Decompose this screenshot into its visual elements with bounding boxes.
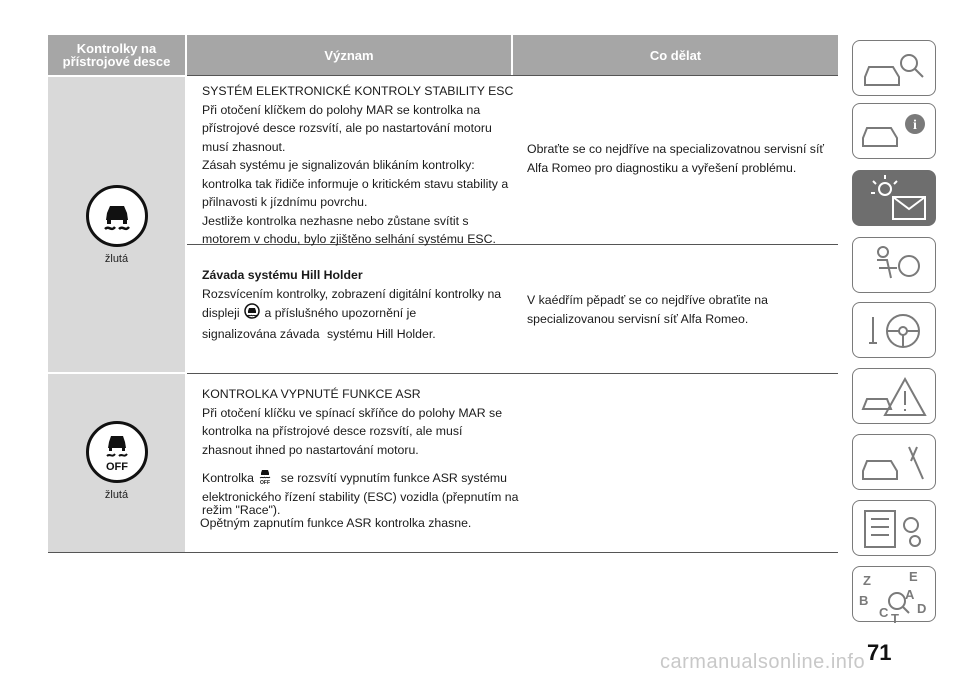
index-letter: E xyxy=(909,569,918,584)
page-number: 71 xyxy=(867,640,892,665)
asr-off-inline-text: OFF xyxy=(260,480,271,485)
tab-warning-triangle[interactable] xyxy=(852,368,936,424)
esc-meaning-line: Jestliže kontrolka nezhasne nebo zůstane svítit s xyxy=(202,213,469,228)
esc-meaning-text xyxy=(202,82,522,249)
asr-meaning-text xyxy=(202,385,532,530)
asr-meaning-line: Opětným zapnutím funkce ASR kontrolka zhasne. xyxy=(200,515,472,530)
tab-car-info[interactable] xyxy=(852,103,936,159)
tab-warning-lights[interactable] xyxy=(852,170,936,226)
index-letter: C xyxy=(879,605,889,620)
row-divider-2 xyxy=(187,373,838,374)
index-letter: B xyxy=(859,593,869,608)
esc-meaning-line: přilnavosti k jízdnímu povrchu. xyxy=(202,195,368,209)
tab-specs[interactable] xyxy=(852,500,936,556)
esc-meaning-title: SYSTÉM ELEKTRONICKÉ KONTROLY STABILITY ESC xyxy=(202,84,514,98)
asr-meaning-title: KONTROLKA VYPNUTÉ FUNKCE ASR xyxy=(202,387,421,401)
hill-holder-title: Závada systému Hill Holder xyxy=(202,268,363,282)
index-letter: Z xyxy=(863,573,871,588)
header-cell-lamps xyxy=(48,35,185,75)
esc-lamp-cell xyxy=(48,185,185,265)
tab-car-search[interactable] xyxy=(852,40,936,96)
asr-meaning-line: zhasnout ihned po nastartování motoru. xyxy=(202,442,419,457)
asr-text: se rozsvítí vypnutím funkce ASR systému xyxy=(280,471,508,485)
esc-meaning-line: kontrolka tak řidiče informuje o kritickém stavu stability a xyxy=(202,176,509,191)
asr-off-inline-icon xyxy=(257,467,273,491)
row-divider-3 xyxy=(48,552,838,553)
hill-holder-action-text xyxy=(527,291,837,328)
asr-meaning-line: elektronického řízení stability (ESC) vozidla (přepnutím na xyxy=(202,489,519,504)
tab-index[interactable] xyxy=(852,566,936,622)
asr-off-lamp-color-label: žlutá xyxy=(104,489,129,501)
asr-off-lamp-text: OFF xyxy=(105,461,128,473)
esc-meaning-line: Při otočení klíčkem do polohy MAR se kontrolka na xyxy=(202,102,481,117)
esc-action-line: Alfa Romeo pro diagnostiku a vyřešení problému. xyxy=(527,160,797,175)
esc-meaning-line: musí zhasnout. xyxy=(202,139,286,154)
asr-off-warning-icon xyxy=(86,421,148,483)
hill-holder-meaning-text xyxy=(202,266,522,343)
hill-holder-line xyxy=(202,325,522,344)
svg-text:i: i xyxy=(913,118,917,133)
esc-lamp-color-label: žlutá xyxy=(104,253,129,265)
esc-meaning-line: motorem v chodu, bylo zjištěno selhání systému ESC. xyxy=(202,232,496,246)
esc-display-icon xyxy=(243,303,261,325)
asr-off-lamp-cell xyxy=(48,421,185,501)
header-action-label: Co dělat xyxy=(649,47,702,63)
hill-holder-text: signalizována závada xyxy=(202,326,320,341)
header-cell-action xyxy=(513,35,838,75)
hill-holder-text: a příslušného upozornění je xyxy=(264,306,417,320)
header-lamps-label: Kontrolky na přístrojové desce xyxy=(62,41,171,69)
header-divider xyxy=(187,75,838,76)
tab-steering[interactable] xyxy=(852,302,936,358)
index-letter: D xyxy=(917,601,927,616)
asr-meaning-line: kontrolka na přístrojové desce rozsvítí, ale musí xyxy=(202,424,463,438)
esc-warning-icon xyxy=(86,185,148,247)
esc-action-line: Obraťte se co nejdříve na specializovatnou servisní síť xyxy=(527,142,824,156)
esc-meaning-line: Zásah systému je signalizován blikáním kontrolky: xyxy=(202,158,475,172)
hill-holder-action-line: V kaédřím pěpadť se co nejdříve obraťite na xyxy=(527,293,768,307)
header-cell-meaning xyxy=(187,35,511,75)
asr-meaning-line xyxy=(202,467,532,491)
index-letter: T xyxy=(891,611,899,623)
hill-holder-text: displeji xyxy=(202,306,240,320)
index-letter: A xyxy=(905,587,915,602)
hill-holder-action-line: specializovanou servisní síť Alfa Romeo. xyxy=(527,311,749,326)
esc-meaning-line: přístrojové desce rozsvítí, ale po nastartování motoru xyxy=(202,121,492,135)
tab-airbag[interactable] xyxy=(852,237,936,293)
header-meaning-label: Význam xyxy=(324,47,374,63)
asr-meaning-line: Při otočení klíčku ve spínací skříňce do polohy MAR se xyxy=(202,405,503,420)
tab-car-service[interactable] xyxy=(852,434,936,490)
asr-text: Kontrolka xyxy=(202,471,254,485)
hill-holder-line xyxy=(202,303,522,325)
hill-holder-line: Rozsvícením kontrolky, zobrazení digitální kontrolky na xyxy=(202,286,502,301)
hill-holder-text: systému Hill Holder. xyxy=(327,326,436,341)
footer-watermark: carmanualsonline.info xyxy=(660,651,866,673)
asr-meaning-line: režim "Race"). xyxy=(202,502,281,517)
esc-action-text xyxy=(527,140,837,177)
